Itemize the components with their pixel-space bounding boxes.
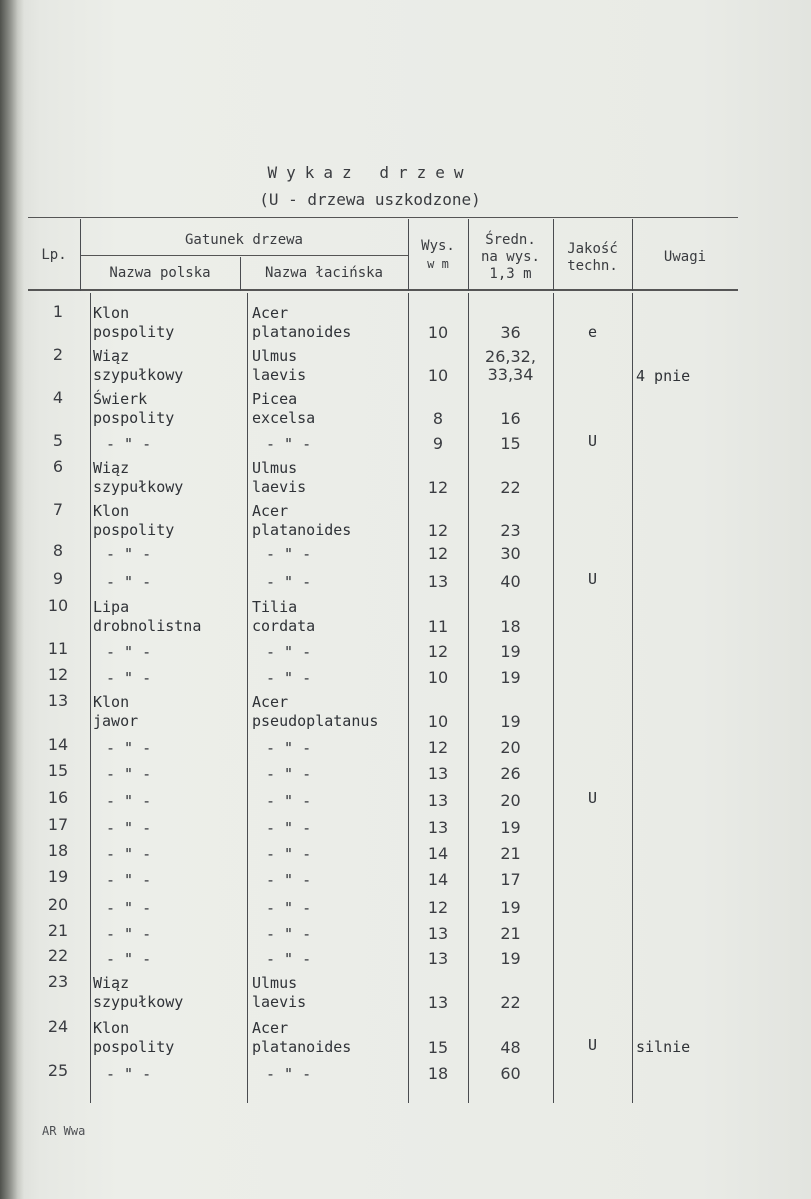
jakosc-value: e xyxy=(587,323,598,341)
row-lp: 1 xyxy=(52,302,64,321)
nazwa-lacinska: - " - xyxy=(266,765,312,783)
row-lp: 2 xyxy=(52,345,64,364)
sredn-value: 40 xyxy=(500,572,521,591)
nazwa-polska: - " - xyxy=(106,1065,152,1083)
wys-value: 18 xyxy=(427,1064,449,1083)
sredn-value: 26,32, xyxy=(485,347,536,366)
nazwa-lacinska: - " - xyxy=(266,819,312,837)
column-rule xyxy=(90,293,91,1103)
row-lp: 24 xyxy=(47,1017,69,1036)
wys-value: 13 xyxy=(427,949,449,968)
nazwa-lacinska: Tilia xyxy=(252,598,298,616)
nazwa-polska: Klon xyxy=(93,1019,130,1037)
sredn-value: 22 xyxy=(500,478,521,497)
header-sredn-na-wys: na wys. xyxy=(480,249,540,265)
row-lp: 20 xyxy=(47,895,69,914)
header-divider xyxy=(408,219,409,291)
header-gatunek: Gatunek drzewa xyxy=(184,232,303,248)
nazwa-polska: - " - xyxy=(106,669,152,687)
wys-value: 13 xyxy=(427,818,449,837)
nazwa-lacinska: platanoides xyxy=(252,521,352,539)
wys-value: 10 xyxy=(427,668,449,687)
wys-value: 12 xyxy=(427,478,449,497)
gatunek-sub-rule xyxy=(80,255,408,256)
header-wys-unit: w m xyxy=(427,257,449,271)
wys-value: 12 xyxy=(427,521,449,540)
row-lp: 13 xyxy=(47,691,69,710)
sredn-value: 48 xyxy=(500,1038,521,1057)
nazwa-lacinska: - " - xyxy=(266,871,312,889)
wys-value: 10 xyxy=(427,366,449,385)
nazwa-polska: - " - xyxy=(106,819,152,837)
header-sredn: Średn. xyxy=(485,232,536,248)
nazwa-polska: pospolity xyxy=(93,323,175,341)
sredn-value: 60 xyxy=(500,1064,521,1083)
column-rule xyxy=(632,293,633,1103)
wys-value: 12 xyxy=(427,898,449,917)
nazwa-polska: - " - xyxy=(106,845,152,863)
nazwa-polska: Wiąz xyxy=(93,974,130,992)
row-lp: 6 xyxy=(52,457,64,476)
nazwa-polska: pospolity xyxy=(93,1038,175,1056)
nazwa-polska: - " - xyxy=(106,899,152,917)
nazwa-lacinska: laevis xyxy=(252,366,307,384)
nazwa-lacinska: - " - xyxy=(266,739,312,757)
jakosc-value: U xyxy=(587,570,598,588)
row-lp: 19 xyxy=(47,867,69,886)
sredn-value: 21 xyxy=(500,924,521,943)
nazwa-lacinska: platanoides xyxy=(252,1038,352,1056)
sredn-value: 30 xyxy=(500,544,521,563)
sredn-value: 19 xyxy=(500,949,521,968)
row-lp: 18 xyxy=(47,841,69,860)
sredn-value: 19 xyxy=(500,642,521,661)
sredn-value: 19 xyxy=(500,712,521,731)
row-lp: 14 xyxy=(47,735,69,754)
nazwa-lacinska: excelsa xyxy=(252,409,316,427)
uwagi-value: 4 pnie xyxy=(636,367,691,385)
nazwa-lacinska: - " - xyxy=(266,573,312,591)
sredn-value: 19 xyxy=(500,818,521,837)
row-lp: 5 xyxy=(52,431,64,450)
nazwa-lacinska: Acer xyxy=(252,693,289,711)
wys-value: 13 xyxy=(427,993,449,1012)
nazwa-polska: - " - xyxy=(106,765,152,783)
nazwa-polska: szypułkowy xyxy=(93,478,184,496)
row-lp: 15 xyxy=(47,761,69,780)
nazwa-lacinska: Ulmus xyxy=(252,347,298,365)
nazwa-polska: szypułkowy xyxy=(93,366,184,384)
sredn-value: 22 xyxy=(500,993,521,1012)
column-rule xyxy=(247,293,248,1103)
sredn-value: 19 xyxy=(500,898,521,917)
nazwa-lacinska: Acer xyxy=(252,502,289,520)
wys-value: 12 xyxy=(427,642,449,661)
nazwa-lacinska: - " - xyxy=(266,669,312,687)
nazwa-polska: - " - xyxy=(106,925,152,943)
nazwa-polska: pospolity xyxy=(93,521,175,539)
wys-value: 14 xyxy=(427,870,449,889)
document-subtitle: (U - drzewa uszkodzone) xyxy=(259,190,481,209)
row-lp: 8 xyxy=(52,541,64,560)
nazwa-polska: Klon xyxy=(93,304,130,322)
wys-value: 12 xyxy=(427,544,449,563)
nazwa-polska: Wiąz xyxy=(93,459,130,477)
wys-value: 13 xyxy=(427,764,449,783)
nazwa-lacinska: - " - xyxy=(266,950,312,968)
column-rule xyxy=(553,293,554,1103)
header-lp: Lp. xyxy=(41,247,67,263)
nazwa-polska: - " - xyxy=(106,435,152,453)
header-nazwa-polska: Nazwa polska xyxy=(109,265,211,281)
table-top-rule xyxy=(28,217,738,218)
header-wys: Wys. xyxy=(421,238,455,254)
nazwa-polska: Klon xyxy=(93,502,130,520)
wys-value: 10 xyxy=(427,712,449,731)
wys-value: 11 xyxy=(427,617,449,636)
sredn-value: 23 xyxy=(500,521,521,540)
wys-value: 13 xyxy=(427,572,449,591)
sredn-value: 36 xyxy=(500,323,521,342)
nazwa-polska: - " - xyxy=(106,950,152,968)
wys-value: 15 xyxy=(427,1038,449,1057)
sredn-value: 20 xyxy=(500,738,521,757)
nazwa-polska: drobnolistna xyxy=(93,617,202,635)
row-lp: 9 xyxy=(52,569,64,588)
nazwa-lacinska: Acer xyxy=(252,1019,289,1037)
wys-value: 12 xyxy=(427,738,449,757)
nazwa-lacinska: cordata xyxy=(252,617,316,635)
nazwa-lacinska: - " - xyxy=(266,845,312,863)
header-sredn-height: 1,3 m xyxy=(489,266,532,282)
row-lp: 16 xyxy=(47,788,69,807)
nazwa-polska: - " - xyxy=(106,792,152,810)
sredn-value: 16 xyxy=(500,409,521,428)
nazwa-lacinska: laevis xyxy=(252,993,307,1011)
nazwa-lacinska: platanoides xyxy=(252,323,352,341)
row-lp: 17 xyxy=(47,815,69,834)
nazwa-polska: - " - xyxy=(106,739,152,757)
nazwa-polska: pospolity xyxy=(93,409,175,427)
nazwa-polska: Klon xyxy=(93,693,130,711)
sredn-value: 19 xyxy=(500,668,521,687)
sredn-value: 18 xyxy=(500,617,521,636)
nazwa-polska: - " - xyxy=(106,545,152,563)
nazwa-polska: - " - xyxy=(106,871,152,889)
nazwa-polska: Lipa xyxy=(93,598,130,616)
jakosc-value: U xyxy=(587,1036,598,1054)
header-jakosc: Jakość xyxy=(567,241,618,257)
nazwa-polska: szypułkowy xyxy=(93,993,184,1011)
nazwa-lacinska: - " - xyxy=(266,792,312,810)
nazwa-lacinska: - " - xyxy=(266,899,312,917)
header-jakosc-techn: techn. xyxy=(567,258,618,274)
nazwa-polska: Wiąz xyxy=(93,347,130,365)
header-nazwa-lacinska: Nazwa łacińska xyxy=(264,265,383,281)
nazwa-polska: - " - xyxy=(106,573,152,591)
row-lp: 11 xyxy=(47,639,69,658)
sredn-value: 26 xyxy=(500,764,521,783)
nazwa-polska: jawor xyxy=(93,712,139,730)
sredn-value: 15 xyxy=(500,434,521,453)
wys-value: 8 xyxy=(432,409,444,428)
nazwa-lacinska: Acer xyxy=(252,304,289,322)
row-lp: 23 xyxy=(47,972,69,991)
jakosc-value: U xyxy=(587,789,598,807)
wys-value: 13 xyxy=(427,924,449,943)
row-lp: 12 xyxy=(47,665,69,684)
row-lp: 10 xyxy=(47,596,69,615)
archive-stamp: AR Wwa xyxy=(42,1124,86,1138)
wys-value: 10 xyxy=(427,323,449,342)
wys-value: 9 xyxy=(432,434,444,453)
row-lp: 25 xyxy=(47,1061,69,1080)
nazwa-lacinska: Ulmus xyxy=(252,459,298,477)
nazwa-lacinska: - " - xyxy=(266,643,312,661)
nazwa-lacinska: laevis xyxy=(252,478,307,496)
uwagi-value: silnie xyxy=(636,1038,691,1056)
nazwa-lacinska: Picea xyxy=(252,390,298,408)
nazwa-polska: Świerk xyxy=(93,390,148,408)
wys-value: 14 xyxy=(427,844,449,863)
document-title: Wykaz drzew xyxy=(267,163,473,182)
sredn-value: 17 xyxy=(500,870,521,889)
row-lp: 7 xyxy=(52,500,64,519)
sredn-value: 33,34 xyxy=(487,365,534,384)
sredn-value: 21 xyxy=(500,844,521,863)
sredn-value: 20 xyxy=(500,791,521,810)
nazwa-lacinska: - " - xyxy=(266,435,312,453)
jakosc-value: U xyxy=(587,432,598,450)
page-binding-edge xyxy=(0,0,24,1199)
row-lp: 21 xyxy=(47,921,69,940)
nazwa-polska: - " - xyxy=(106,643,152,661)
nazwa-lacinska: Ulmus xyxy=(252,974,298,992)
nazwa-lacinska: - " - xyxy=(266,1065,312,1083)
nazwa-lacinska: - " - xyxy=(266,545,312,563)
row-lp: 4 xyxy=(52,388,64,407)
row-lp: 22 xyxy=(47,946,69,965)
nazwa-lacinska: - " - xyxy=(266,925,312,943)
header-uwagi: Uwagi xyxy=(663,249,707,265)
nazwa-lacinska: pseudoplatanus xyxy=(252,712,379,730)
wys-value: 13 xyxy=(427,791,449,810)
